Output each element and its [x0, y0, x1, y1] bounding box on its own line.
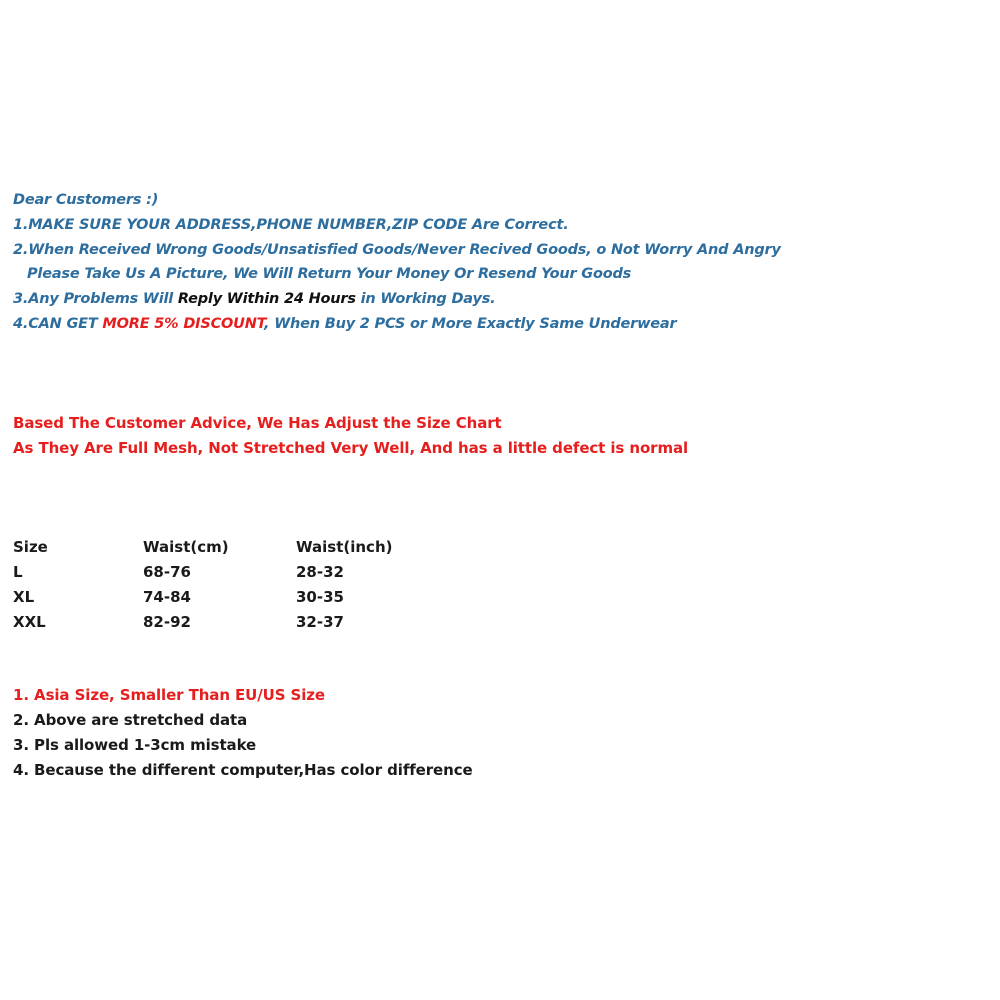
notice-problems-line: [13, 289, 495, 309]
waist-inch-cell: 28-32: [296, 563, 344, 581]
size-cell: L: [13, 563, 23, 581]
notice-problems-prefix: 3.Any Problems Will: [13, 291, 178, 307]
table-row: [13, 560, 416, 585]
header-waist-inch: Waist(inch): [296, 538, 393, 556]
header-size: Size: [13, 538, 48, 556]
notice-discount-prefix: 4.CAN GET: [13, 316, 103, 332]
table-row: [13, 610, 416, 635]
advice-line-2: As They Are Full Mesh, Not Stretched Very Well, And has a little defect is normal: [13, 439, 689, 457]
size-cell: XXL: [13, 613, 46, 631]
notice-discount-line: [13, 314, 676, 334]
note-stretched-data: 2. Above are stretched data: [13, 711, 248, 729]
note-color-difference: 4. Because the different computer,Has color difference: [13, 761, 473, 779]
table-row: [13, 585, 416, 610]
waist-cm-cell: 68-76: [143, 563, 191, 581]
waist-inch-cell: 32-37: [296, 613, 344, 631]
note-asia-size: 1. Asia Size, Smaller Than EU/US Size: [13, 686, 325, 704]
notice-discount-suffix: , When Buy 2 PCS or More Exactly Same Underwear: [264, 316, 677, 332]
notice-problems-suffix: in Working Days.: [355, 291, 496, 307]
notice-picture-line: Please Take Us A Picture, We Will Return Your Money Or Resend Your Goods: [27, 266, 632, 282]
advice-line-1: Based The Customer Advice, We Has Adjust the Size Chart: [13, 414, 502, 432]
waist-cm-cell: 74-84: [143, 588, 191, 606]
waist-inch-cell: 30-35: [296, 588, 344, 606]
notice-reply-highlight: Reply Within 24 Hours: [177, 291, 356, 307]
notice-greeting: Dear Customers :): [13, 192, 159, 208]
size-table-header-row: [13, 535, 416, 560]
note-mistake: 3. Pls allowed 1-3cm mistake: [13, 736, 257, 754]
header-waist-cm: Waist(cm): [143, 538, 229, 556]
size-cell: XL: [13, 588, 35, 606]
size-chart-table: [13, 535, 416, 635]
notice-wrong-goods-line: 2.When Received Wrong Goods/Unsatisfied Goods/Never Recived Goods, o Not Worry And Angry: [13, 242, 781, 258]
notice-address-line: 1.MAKE SURE YOUR ADDRESS,PHONE NUMBER,ZIP CODE Are Correct.: [13, 217, 569, 233]
notice-discount-highlight: MORE 5% DISCOUNT: [102, 316, 265, 332]
waist-cm-cell: 82-92: [143, 613, 191, 631]
